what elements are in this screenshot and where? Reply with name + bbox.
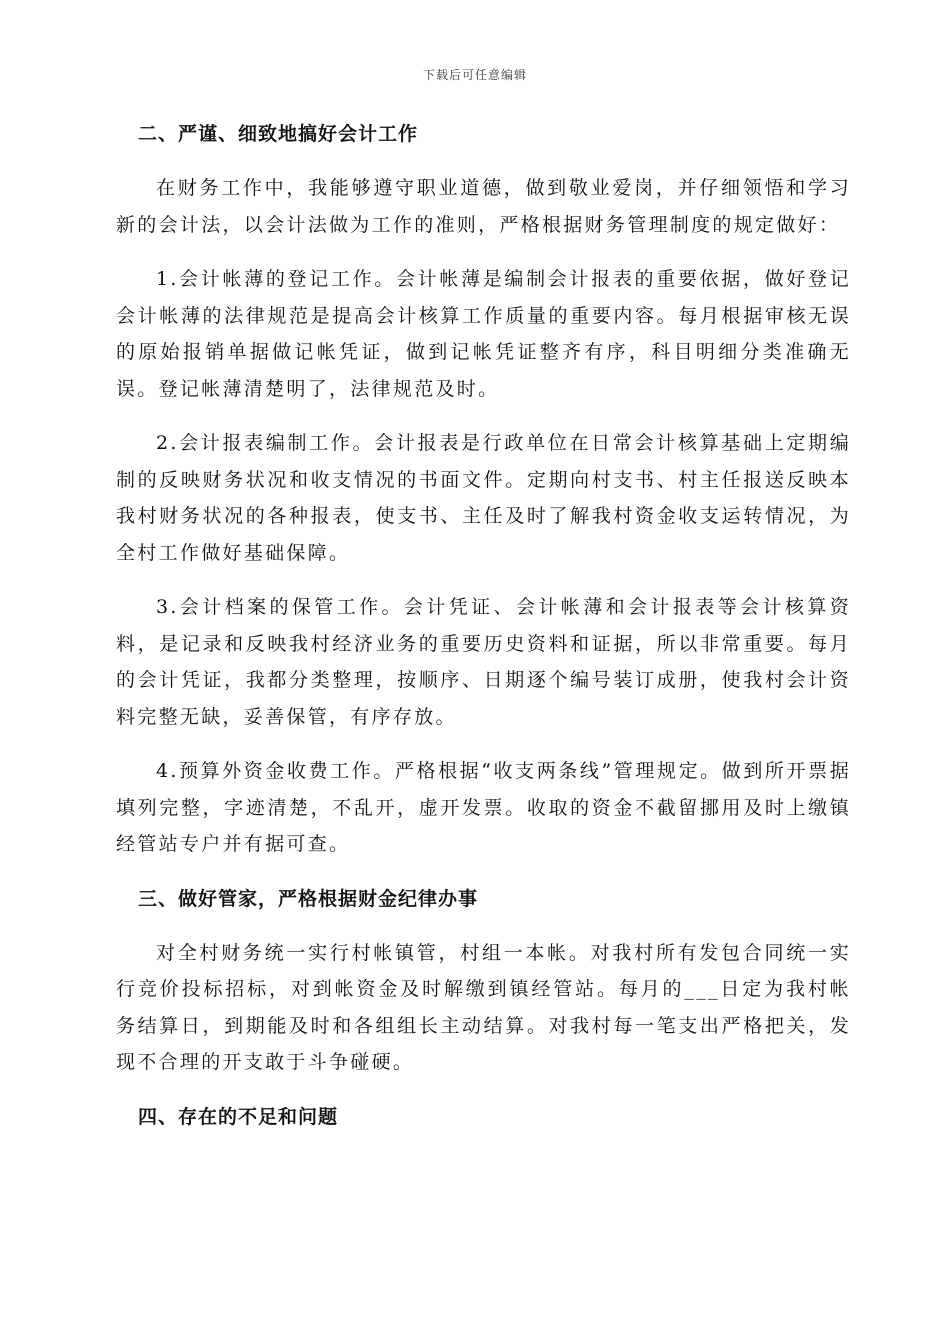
section-3-paragraph: 对全村财务统一实行村帐镇管，村组一本帐。对我村所有发包合同统一实行竞价投标招标，对到帐资金及时解缴到镇经管站。每月的___日定为我村帐务结算日，到期能及时和各组组长主动结算。对我村每一笔支出严格把关，发现不合理的开支敢于斗争碰硬。 xyxy=(116,941,851,1073)
page-header-note: 下载后可任意编辑 xyxy=(422,68,527,82)
section-heading-3: 三、做好管家，严格根据财金纪律办事 xyxy=(138,887,479,910)
section-2-item-4-paragraph: 4.预算外资金收费工作。严格根据“收支两条线”管理规定。做到所开票据填列完整，字迹清楚，不乱开，虚开发票。收取的资金不截留挪用及时上缴镇经管站专户并有据可查。 xyxy=(116,760,851,855)
section-heading-2: 二、严谨、细致地搞好会计工作 xyxy=(138,123,419,145)
document-body xyxy=(116,116,851,1153)
section-2-item-3-paragraph: 3.会计档案的保管工作。会计凭证、会计帐薄和会计报表等会计核算资料，是记录和反映我村经济业务的重要历史资料和证据，所以非常重要。每月的会计凭证，我都分类整理，按顺序、日期逐个编号装订成册，使我村会计资料完整无缺，妥善保管，有序存放。 xyxy=(116,596,851,728)
section-2-item-1-paragraph: 1.会计帐薄的登记工作。会计帐薄是编制会计报表的重要依据，做好登记会计帐薄的法律规范是提高会计核算工作质量的重要内容。每月根据审核无误的原始报销单据做记帐凭证，做到记帐凭证整齐有序，科目明细分类准确无误。登记帐薄清楚明了，法律规范及时。 xyxy=(116,268,851,400)
section-2-intro-paragraph: 在财务工作中，我能够遵守职业道德，做到敬业爱岗，并仔细领悟和学习新的会计法，以会计法做为工作的准则，严格根据财务管理制度的规定做好： xyxy=(116,177,851,236)
section-2-item-2-paragraph: 2.会计报表编制工作。会计报表是行政单位在日常会计核算基础上定期编制的反映财务状况和收支情况的书面文件。定期向村支书、村主任报送反映本我村财务状况的各种报表，使支书、主任及时了解我村资金收支运转情况，为全村工作做好基础保障。 xyxy=(116,432,851,564)
section-heading-4: 四、存在的不足和问题 xyxy=(138,1105,339,1128)
